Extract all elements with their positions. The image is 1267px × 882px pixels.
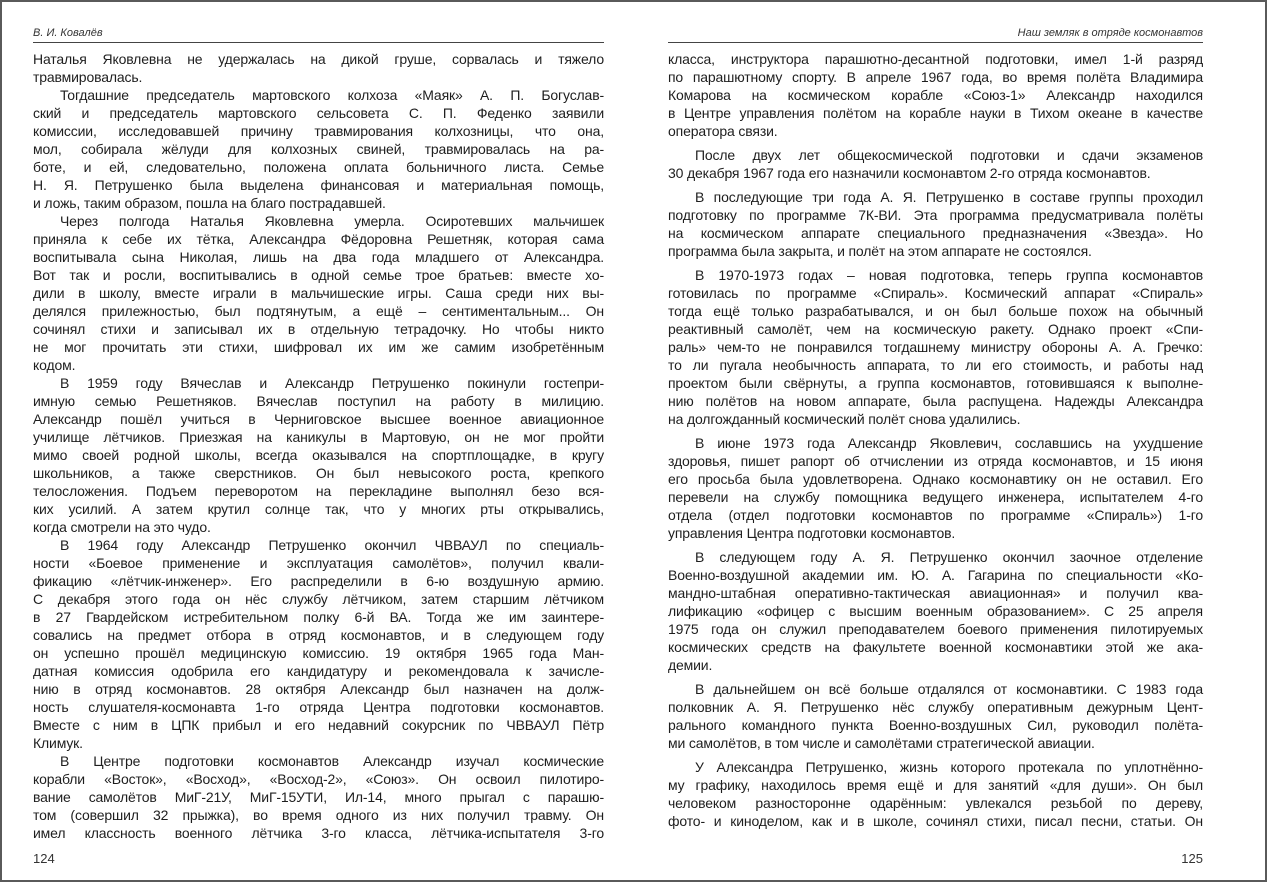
text-line: Климук.: [33, 735, 83, 751]
page-number: 124: [33, 851, 55, 866]
text-line: тогда ещё только разрабатывался, и он был больше похож на обычный: [668, 303, 1203, 319]
text-line: полковник А. Я. Петрушенко нёс службу оперативным дежурным Цент-: [668, 699, 1203, 715]
text-line: В Центре подготовки космонавтов Александр изучал космические: [60, 753, 604, 769]
text-line: по парашютному спорту. В апреле 1967 года, во время полёта Владимира: [668, 69, 1203, 85]
text-line: 30 декабря 1967 года его назначили космонавтом 2-го отряда космонавтов.: [668, 165, 1151, 181]
text-line: не мог прочитать эти стихи, шифровал их им же самим изобретённым: [33, 339, 604, 355]
text-line: класса, инструктора парашютно-десантной подготовки, имел 1-й разряд: [668, 51, 1203, 67]
paragraph: [668, 434, 1203, 542]
text-line: корабли «Восток», «Восход», «Восход-2», «Союз». Он освоил пилотиро-: [33, 771, 604, 787]
text-line: раль» чем-то не понравился тогдашнему министру обороны А. А. Гречко:: [668, 339, 1203, 355]
text-line: мимо своей родной школы, всегда оказывался на спортплощадке, в кругу: [33, 447, 604, 463]
text-line: В 1964 году Александр Петрушенко окончил ЧВВАУЛ по специаль-: [60, 537, 604, 553]
paragraph: [33, 374, 604, 536]
text-line: программа была закрыта, и полёт на этом аппарате не состоялся.: [668, 243, 1092, 259]
text-line: нию в отряд космонавтов. 28 октября Александр был назначен на долж-: [33, 681, 604, 697]
text-line: на космическом аппарате специального предназначения «Звезда». Но: [668, 225, 1203, 241]
text-line: Наталья Яковлевна не удержалась на дикой груше, сорвалась и тяжело: [33, 51, 604, 67]
text-line: травмировалась.: [33, 69, 143, 85]
text-line: Военно-воздушной академии им. Ю. А. Гагарина по специальности «Ко-: [668, 567, 1203, 583]
text-line: управления Центра подготовки космонавтов.: [668, 525, 956, 541]
text-line: ности «Боевое применение и эксплуатация самолётов», получил квали-: [33, 555, 604, 571]
text-line: демии.: [668, 657, 713, 673]
text-line: в 27 Гвардейском истребительном полку 6-й ВА. Тогда же им заинтере-: [33, 609, 604, 625]
text-line: когда смотрели на это чудо.: [33, 519, 211, 535]
text-line: школьников, а также сверстников. Он был невысокого роста, крепкого: [33, 465, 604, 481]
text-line: проектом были свёрнуты, а группа космонавтов, готовившаяся к выполне-: [668, 375, 1203, 391]
text-line: телосложения. Подъем переворотом на перекладине выполнял безо вся-: [33, 483, 604, 499]
text-line: мол, собирала жёлуди для колхозных свиней, травмировалась на ра-: [33, 141, 604, 157]
text-line: перевели на службу помощника ведущего инженера, испытателем 4-го: [668, 489, 1203, 505]
paragraph: [668, 758, 1203, 830]
text-line: сочинял стихи и записывал их в отдельную тетрадочку. Но чтобы никто: [33, 321, 604, 337]
right-page: [668, 0, 1203, 882]
text-line: Н. Я. Петрушенко была выделена финансовая и материальная помощь,: [33, 177, 604, 193]
text-line: рального командного пункта Военно-воздушных Сил, руководил полёта-: [668, 717, 1203, 733]
paragraph: [33, 752, 604, 842]
text-line: В дальнейшем он всё больше отдалялся от космонавтики. С 1983 года: [695, 681, 1203, 697]
text-line: В следующем году А. Я. Петрушенко окончил заочное отделение: [695, 549, 1203, 565]
paragraph: [33, 50, 604, 86]
text-line: комиссии, исследовавшей причину травмирования колхозницы, что она,: [33, 123, 604, 139]
text-line: Через полгода Наталья Яковлевна умерла. Осиротевших мальчишек: [60, 213, 604, 229]
text-line: У Александра Петрушенко, жизнь которого протекала по уплотнённо-: [695, 759, 1203, 775]
text-line: В июне 1973 года Александр Яковлевич, сославшись на ухудшение: [695, 435, 1203, 451]
text-line: Тогдашние председатель мартовского колхоза «Маяк» А. П. Богуслав-: [60, 87, 604, 103]
text-line: С декабря этого года он нёс службу лётчиком, затем старшим лётчиком: [33, 591, 604, 607]
text-line: его просьба была удовлетворена. Однако космонавтику он не оставил. Его: [668, 471, 1203, 487]
text-line: здоровья, пишет рапорт об отчислении из отряда космонавтов, и 15 июня: [668, 453, 1203, 469]
text-line: училище лётчиков. Приезжая на каникулы в Мартовую, он не мог пройти: [33, 429, 604, 445]
text-line: Вместе с ним в ЦПК прибыл и его недавний сокурсник по ЧВВАУЛ Пётр: [33, 717, 604, 733]
text-line: датная комиссия одобрила его кандидатуру и рекомендовала к зачисле-: [33, 663, 604, 679]
page-body: [668, 50, 1203, 830]
page-body: [33, 50, 604, 842]
text-line: В последующие три года А. Я. Петрушенко в составе группы проходил: [695, 189, 1203, 205]
paragraph: [668, 266, 1203, 428]
running-head-author: В. И. Ковалёв: [33, 27, 604, 43]
text-line: В 1959 году Вячеслав и Александр Петрушенко покинули гостепри-: [60, 375, 604, 391]
text-line: ский и председатель мартовского сельсовета С. П. Феденко заявили: [33, 105, 604, 121]
text-line: то ли пугала необычность аппарата, то ли его стоимость, и работы над: [668, 357, 1203, 373]
text-line: мандно-штабная оперативно-тактическая авиационная» и получил ква-: [668, 585, 1203, 601]
text-line: воспитывала сына Николая, лишь на два года младшего от Александра.: [33, 249, 604, 265]
paragraph: [668, 146, 1203, 182]
text-line: на долгожданный космический полёт снова удалились.: [668, 411, 1021, 427]
text-line: му графику, находилось время ещё и для занятий «для души». Он был: [668, 777, 1203, 793]
text-line: ми самолётов, в том числе и самолётами стратегической авиации.: [668, 735, 1095, 751]
paragraph: [668, 680, 1203, 752]
text-line: подготовку по программе 7К-ВИ. Эта программа предусматривала полёты: [668, 207, 1203, 223]
left-page: [33, 0, 604, 882]
text-line: лификацию «офицер с высшим военным образованием». С 25 апреля: [668, 603, 1203, 619]
text-line: человеком разносторонне одарённым: увлекался резьбой по дереву,: [668, 795, 1203, 811]
text-line: космических средств на факультете военной космонавтики этой же ака-: [668, 639, 1203, 655]
text-line: вание самолётов МиГ-21У, МиГ-15УТИ, Ил-14, много прыгал с парашю-: [33, 789, 604, 805]
text-line: отдела (отдел подготовки космонавтов по программе «Спираль») 1-го: [668, 507, 1203, 523]
text-line: Александр пошёл учиться в Черниговское высшее военное авиационное: [33, 411, 604, 427]
text-line: делялся прилежностью, был подтянутым, а ещё – сентиментальным... Он: [33, 303, 604, 319]
text-line: Комарова на космическом корабле «Союз-1» Александр находился: [668, 87, 1203, 103]
text-line: После двух лет общекосмической подготовки и сдачи экзаменов: [695, 147, 1203, 163]
text-line: имную семью Решетняков. Вячеслав поступил на работу в милицию.: [33, 393, 604, 409]
text-line: нию полётов на новом аппарате, была распущена. Надежды Александра: [668, 393, 1203, 409]
text-line: в Центре управления полётом на корабле науки в Тихом океане в качестве: [668, 105, 1203, 121]
paragraph: [33, 536, 604, 752]
page-number: 125: [1181, 851, 1203, 866]
text-line: ность слушателя-космонавта 1-го отряда Центра подготовки космонавтов.: [33, 699, 604, 715]
text-line: 1975 года он служил преподавателем боевого применения пилотируемых: [668, 621, 1203, 637]
text-line: Вот так и росли, воспитывались в одной семье трое братьев: вместе хо-: [33, 267, 604, 283]
running-head-chapter: Наш земляк в отряде космонавтов: [668, 27, 1203, 43]
text-line: имел классность военного лётчика 3-го класса, лётчика-испытателя 3-го: [33, 825, 604, 841]
text-line: боте, и ей, следовательно, положена оплата больничного листа. Семье: [33, 159, 604, 175]
paragraph: [33, 212, 604, 374]
text-line: том (совершил 32 прыжка), во время одного из них получил травму. Он: [33, 807, 604, 823]
paragraph: [668, 548, 1203, 674]
paragraph: [33, 86, 604, 212]
text-line: фикацию «лётчик-инженер». Его распределили в 6-ю воздушную армию.: [33, 573, 604, 589]
text-line: В 1970-1973 годах – новая подготовка, теперь группа космонавтов: [695, 267, 1203, 283]
text-line: реактивный самолёт, чем на космическую ракету. Однако проект «Спи-: [668, 321, 1203, 337]
text-line: приняла к себе их тётка, Александра Фёдоровна Решетняк, которая сама: [33, 231, 604, 247]
text-line: готовилась по программе «Спираль». Космический аппарат «Спираль»: [668, 285, 1203, 301]
text-line: совались на предмет отбора в отряд космонавтов, и в следующем году: [33, 627, 604, 643]
text-line: и ложь, таким образом, пошла на благо пострадавшей.: [33, 195, 386, 211]
text-line: он успешно прошёл медицинскую комиссию. 19 октября 1965 года Ман-: [33, 645, 604, 661]
text-line: ких усилий. А затем крутил солнце так, что у многих рты открывались,: [33, 501, 604, 517]
paragraph: [668, 188, 1203, 260]
text-line: кодом.: [33, 357, 76, 373]
text-line: дили в школу, вместе играли в мальчишеские игры. Саша среди них вы-: [33, 285, 604, 301]
text-line: фото- и киноделом, как и в школе, сочинял стихи, писал песни, статьи. Он: [668, 813, 1203, 829]
paragraph: [668, 50, 1203, 140]
text-line: оператора связи.: [668, 123, 778, 139]
